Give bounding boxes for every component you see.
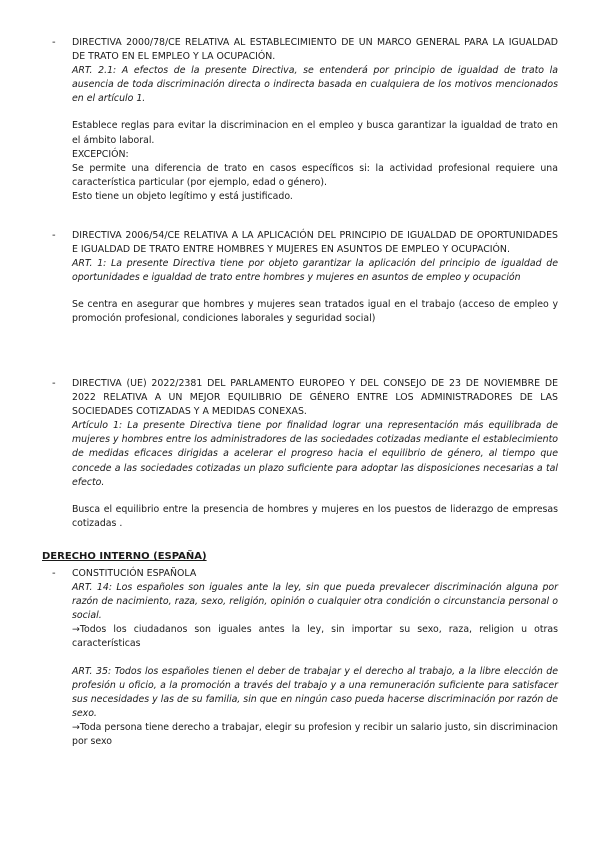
bullet-dash: - <box>52 37 56 48</box>
bullet-dash: - <box>52 568 56 579</box>
directive-item <box>54 36 558 204</box>
art14-note: →Todos los ciudadanos son iguales antes la ley, sin importar su sexo, raza, religion u otras características <box>72 624 558 650</box>
directive-quote: ART. 2.1: A efectos de la presente Directiva, se entenderá por principio de igualdad de trato la ausencia de toda discriminación directa o indirecta basada en cualquiera de los motivos mencionados en el artículo 1. <box>72 65 558 105</box>
directive-item <box>54 229 558 327</box>
exception-text: Se permite una diferencia de trato en casos específicos si: la actividad profesional requiere una característica particular (por ejemplo, edad o género). <box>72 162 558 188</box>
bullet-dash: - <box>52 378 56 389</box>
directive-summary: Busca el equilibrio entre la presencia de hombres y mujeres en los puestos de liderazgo de empresas cotizadas . <box>72 503 558 529</box>
art35-note: →Toda persona tiene derecho a trabajar, elegir su profesion y recibir un salario justo, sin discriminacion por sexo <box>72 721 558 748</box>
bullet-dash: - <box>52 230 56 241</box>
art14-quote: ART. 14: Los españoles son iguales ante la ley, sin que pueda prevalecer discriminación alguna por razón de nacimiento, raza, sexo, religión, opinión o cualquier otra condición o circunstancia personal o social. <box>72 582 558 622</box>
constitution-item <box>54 567 558 749</box>
directive-summary: Establece reglas para evitar la discriminacion en el empleo y busca garantizar la igualdad de trato en el ámbito laboral. <box>72 120 558 146</box>
directive-title: DIRECTIVA (UE) 2022/2381 DEL PARLAMENTO EUROPEO Y DEL CONSEJO DE 23 DE NOVIEMBRE DE 2022 RELATIVA A UN MEJOR EQUILIBRIO DE GÉNERO ENTRE LOS ADMINISTRADORES DE LAS SOCIEDADES COTIZADAS Y A MEDIDAS CONEXAS. <box>72 378 558 418</box>
directive-title: DIRECTIVA 2000/78/CE RELATIVA AL ESTABLECIMIENTO DE UN MARCO GENERAL PARA LA IGUALDAD DE TRATO EN EL EMPLEO Y LA OCUPACIÓN. <box>72 37 558 63</box>
art35-quote: ART. 35: Todos los españoles tienen el deber de trabajar y el derecho al trabajo, a la libre elección de profesión u oficio, a la promoción a través del trabajo y a una remuneración suficiente para satisfacer sus necesidades y las de su familia, sin que en ningún caso pueda hacerse discriminación por razón de sexo. <box>72 665 558 719</box>
directive-summary: Se centra en asegurar que hombres y mujeres sean tratados igual en el trabajo (acceso de empleo y promoción profesional, condiciones laborales y seguridad social) <box>72 299 558 325</box>
directive-title: DIRECTIVA 2006/54/CE RELATIVA A LA APLICACIÓN DEL PRINCIPIO DE IGUALDAD DE OPORTUNIDADES E IGUALDAD DE TRATO ENTRE HOMBRES Y MUJERES EN ASUNTOS DE EMPLEO Y OCUPACIÓN. <box>72 230 558 256</box>
exception-note: Esto tiene un objeto legítimo y está justificado. <box>72 190 293 202</box>
directive-item <box>54 377 558 531</box>
directive-quote: ART. 1: La presente Directiva tiene por objeto garantizar la aplicación del principio de igualdad de oportunidades e igualdad de trato entre hombres y mujeres en asuntos de empleo y ocupación <box>72 258 558 284</box>
exception-label: EXCEPCIÓN: <box>72 148 129 160</box>
section-heading: DERECHO INTERNO (ESPAÑA) <box>42 551 207 562</box>
constitution-title: CONSTITUCIÓN ESPAÑOLA <box>72 568 197 579</box>
directive-quote: Artículo 1: La presente Directiva tiene por finalidad lograr una representación más equilibrada de mujeres y hombres entre los administradores de las sociedades cotizadas mediante el establecimiento de medidas eficaces dirigidas a acelerar el progreso hacia el equilibrio de género, al tiempo que concede a las sociedades cotizadas un plazo suficiente para adoptar las disposiciones necesarias a tal efecto. <box>72 420 558 488</box>
